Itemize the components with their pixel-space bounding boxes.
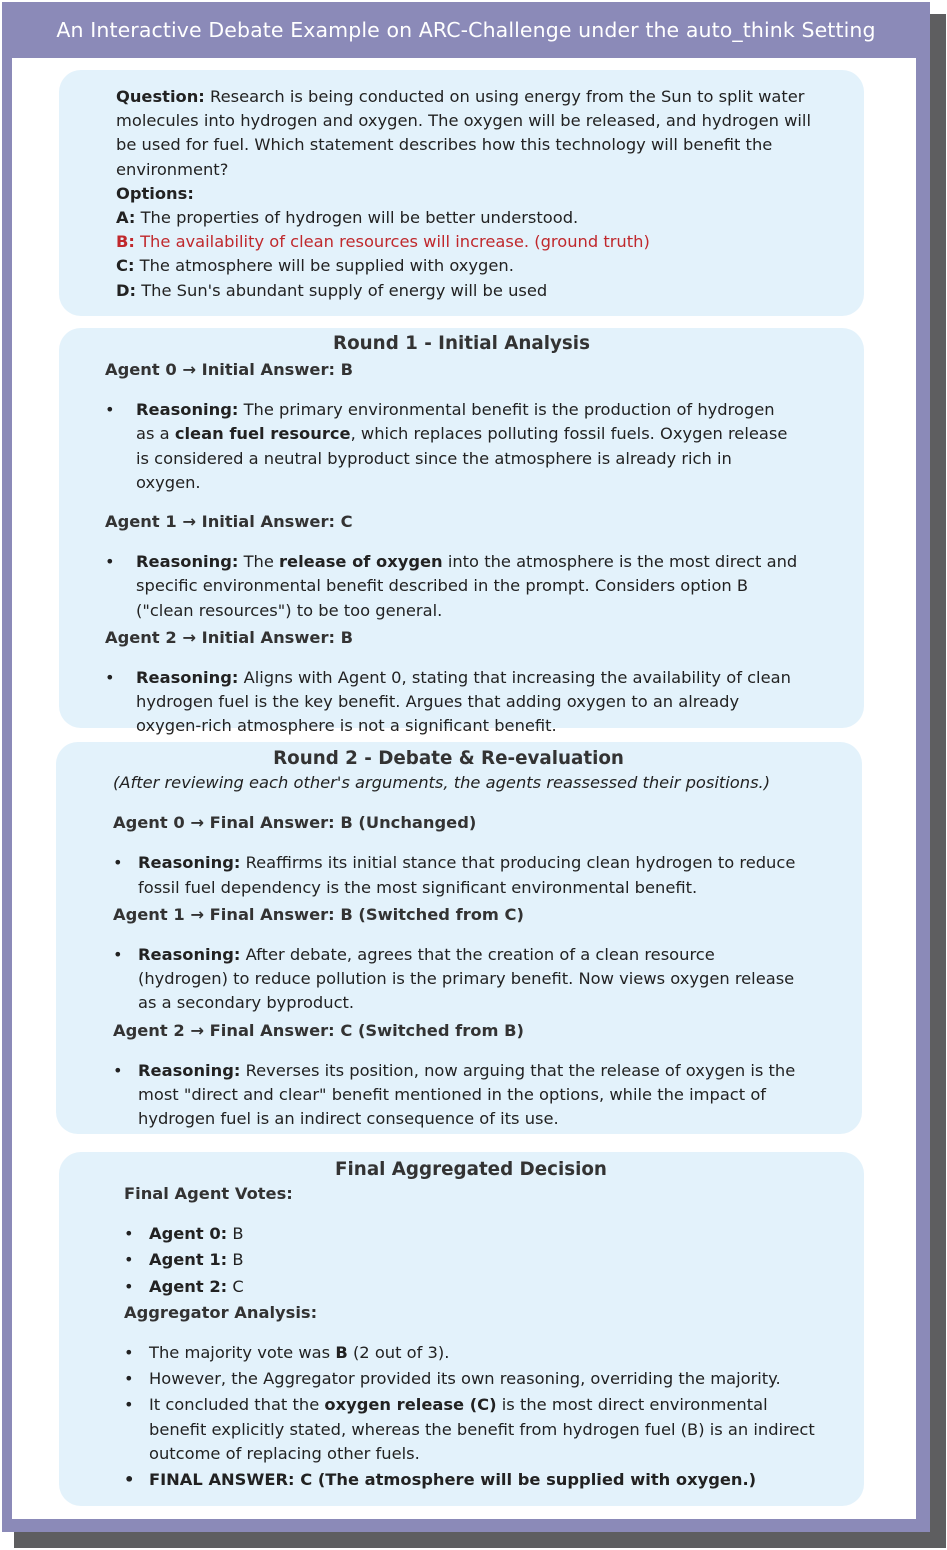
- analysis-item-conclusion: • It concluded that the oxygen release (C) is the most direct environmental benefit explicitly stated, whereas the benefit from hydrogen fuel (B) is an indirect outcome of replacing other fuels.: [124, 1395, 815, 1463]
- round2-agent2-header: Agent 2 → Final Answer: C (Switched from B): [113, 1020, 524, 1040]
- final-answer: • FINAL ANSWER: C (The atmosphere will be supplied with oxygen.): [124, 1470, 757, 1490]
- vote-agent0: • Agent 0: B: [124, 1224, 244, 1244]
- round1-agent1-reasoning: • Reasoning: The release of oxygen into the atmosphere is the most direct and specific environmental benefit described in the prompt. Considers option B ("clean resources") to be too general.: [105, 552, 798, 620]
- vote-agent1: • Agent 1: B: [124, 1250, 244, 1270]
- round1-title: Round 1 - Initial Analysis: [333, 333, 590, 354]
- round2-agent0-reasoning: • Reasoning: Reaffirms its initial stance that producing clean hydrogen to reduce fossil fuel dependency is the most significant environmental benefit.: [113, 853, 796, 897]
- question-panel: [59, 70, 864, 316]
- round2-agent1-reasoning: • Reasoning: After debate, agrees that the creation of a clean resource (hydrogen) to reduce pollution is the primary benefit. Now views oxygen release as a secondary byproduct.: [113, 945, 795, 1013]
- round1-agent1-header: Agent 1 → Initial Answer: C: [105, 512, 353, 532]
- option-b-ground-truth: B: The availability of clean resources will increase. (ground truth): [116, 232, 650, 252]
- analysis-item-majority: • The majority vote was B (2 out of 3).: [124, 1343, 450, 1363]
- round1-panel: [59, 328, 864, 736]
- round2-agent0-header: Agent 0 → Final Answer: B (Unchanged): [113, 813, 477, 833]
- round1-agent2-header: Agent 2 → Initial Answer: B: [105, 627, 354, 647]
- final-title: Final Aggregated Decision: [335, 1159, 607, 1180]
- content-area: [12, 58, 916, 1519]
- votes-label: Final Agent Votes:: [124, 1184, 293, 1203]
- option-a: A: The properties of hydrogen will be better understood.: [116, 208, 579, 228]
- option-d: D: The Sun's abundant supply of energy will be used: [116, 280, 548, 300]
- final-panel: [59, 1152, 864, 1506]
- vote-agent2: • Agent 2: C: [124, 1276, 244, 1296]
- options-label: Options:: [116, 183, 194, 203]
- round1-agent0-reasoning: • Reasoning: The primary environmental benefit is the production of hydrogen as a clean fuel resource, which replaces polluting fossil fuels. Oxygen release is considered a neutral byproduct since the atmosphere is already rich in oxygen.: [105, 400, 788, 492]
- round2-title: Round 2 - Debate & Re-evaluation: [273, 748, 624, 769]
- question-label: Question:: [116, 87, 205, 106]
- analysis-item-override: • However, the Aggregator provided its own reasoning, overriding the majority.: [124, 1369, 781, 1389]
- round2-agent2-reasoning: • Reasoning: Reverses its position, now arguing that the release of oxygen is the most "direct and clear" benefit mentioned in the options, while the impact of hydrogen fuel is an indirect consequence of its use.: [113, 1060, 796, 1129]
- round1-agent0-header: Agent 0 → Initial Answer: B: [105, 360, 354, 379]
- round2-panel: [56, 742, 862, 1134]
- question-body: Research is being conducted on using energy from the Sun to split water molecules into hydrogen and oxygen. The oxygen will be released, and hydrogen will be used for fuel. Which statement describes how this technology will benefit the environment?: [116, 87, 811, 179]
- question-text: [116, 85, 814, 182]
- option-c: C: The atmosphere will be supplied with oxygen.: [116, 256, 514, 276]
- round2-agent1-header: Agent 1 → Final Answer: B (Switched from C): [113, 904, 524, 924]
- round1-agent2-reasoning: • Reasoning: Aligns with Agent 0, stating that increasing the availability of clean hydrogen fuel is the key benefit. Argues that adding oxygen to an already oxygen-rich atmosphere is not a significant benefit.: [105, 668, 791, 736]
- figure-frame: [2, 2, 930, 1532]
- analysis-label: Aggregator Analysis:: [124, 1302, 318, 1322]
- figure-title: An Interactive Debate Example on ARC-Challenge under the auto_think Setting: [56, 18, 876, 42]
- round2-subtitle: (After reviewing each other's arguments, the agents reassessed their positions.): [113, 773, 771, 792]
